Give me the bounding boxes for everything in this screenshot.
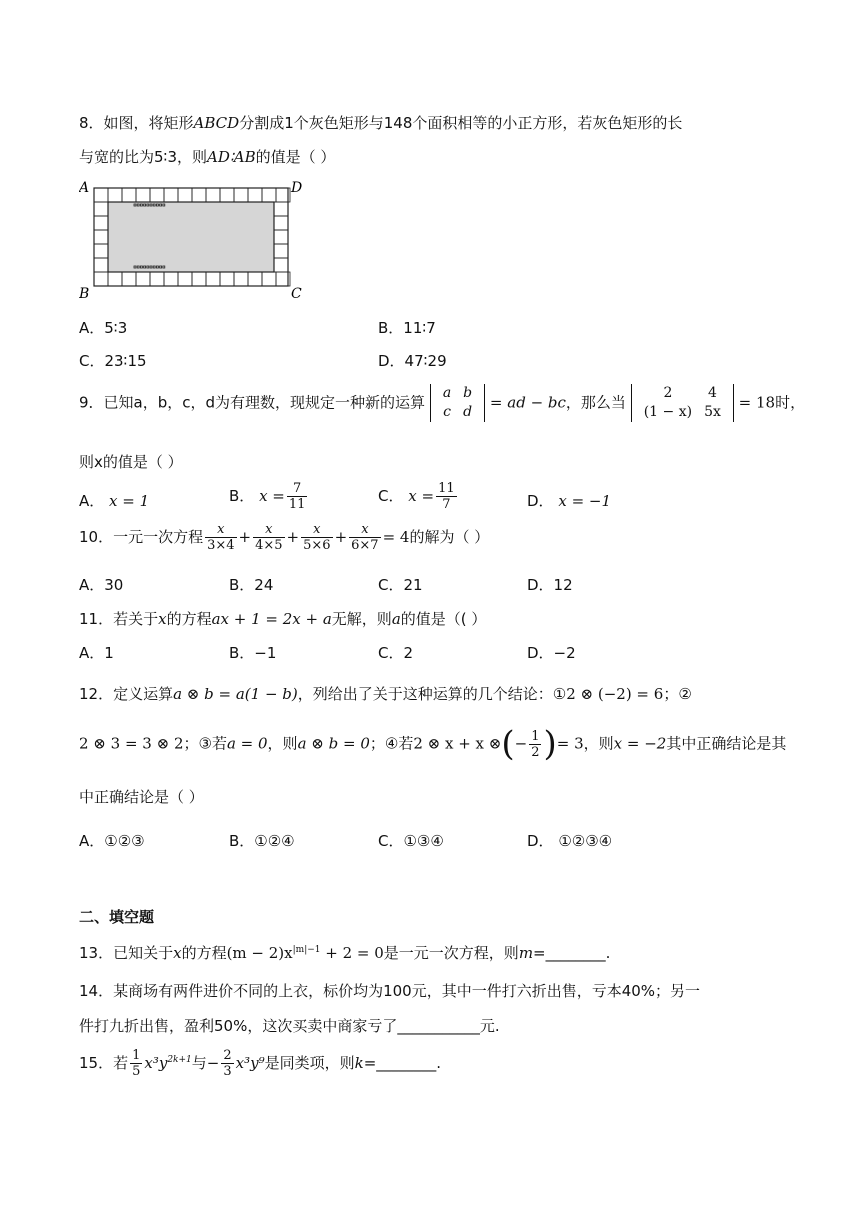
label-c: C <box>291 286 302 302</box>
q12-line1: 12．定义运算a ⊗ b = a(1 − b)，列给出了关于这种运算的几个结论：①2 ⊗ (−2) = 6；② <box>79 685 692 703</box>
q9-text: 9．已知a，b，c，d为有理数，现规定一种新的运算 <box>79 393 426 412</box>
q11-option-d[interactable]: D．−2 <box>527 644 576 662</box>
q8-rect-name: ABCD <box>193 114 240 132</box>
q8-text: 与宽的比为5∶3，则 <box>79 148 207 166</box>
gray-rect <box>108 202 274 272</box>
q11-line1: 11．若关于x的方程ax + 1 = 2x + a无解，则a的值是（( ） <box>79 610 487 628</box>
q8-line2 <box>79 146 335 167</box>
q10-option-c[interactable]: C．21 <box>378 576 423 594</box>
q10-text: 10．一元一次方程 <box>79 528 204 546</box>
q10-option-a[interactable]: A．30 <box>79 576 124 594</box>
q9-line2: 则x的值是（ ） <box>79 453 183 471</box>
q9-option-c[interactable]: C． x = $\frac{11}{7}$ <box>378 481 455 512</box>
label-d: D <box>291 180 303 196</box>
q9-def-rhs: = ad − bc <box>489 393 566 412</box>
label-b: B <box>79 286 90 302</box>
section-heading: 二、填空题 <box>79 908 155 926</box>
q12-conclusion-1: 2 ⊗ (−2) = 6 <box>566 685 664 703</box>
q9-text: ，那么当 <box>565 393 626 412</box>
q8-figure <box>79 178 309 302</box>
q9-determinant-def: a b c d <box>430 384 485 422</box>
q8-option-c[interactable]: C．23∶15 <box>79 352 147 370</box>
q10-option-b[interactable]: B．24 <box>229 576 274 594</box>
q10-frac-3: $\frac{x}{5\times 6}$ <box>303 522 331 553</box>
q14-line1: 14．某商场有两件进价不同的上衣，标价均为100元，其中一件打六折出售，亏本40%；另一 <box>79 982 701 1000</box>
q15-line1: 15．若 $\frac{1}{5}$ $x^3y^{2k+1}$与− $\frac{2}{3}$ x³y⁹是同类项，则k=________. <box>79 1048 442 1079</box>
q8-text: 分割成1个灰色矩形与148个面积相等的小正方形，若灰色矩形的长 <box>239 114 683 132</box>
q10-frac-2: $\frac{x}{4\times 5}$ <box>255 522 283 553</box>
q12-conclusion-4: 2 ⊗ x + x ⊗ <box>413 734 502 753</box>
q9-text: 时， <box>775 393 806 412</box>
q12-option-b[interactable]: B．①②④ <box>229 832 295 850</box>
q8-option-b[interactable]: B．11∶7 <box>378 319 436 337</box>
q9-option-d[interactable]: D． x = −1 <box>527 492 612 510</box>
q9-determinant-value: 2 4 (1 − x) 5x <box>631 384 734 422</box>
q12-definition: a ⊗ b = a(1 − b) <box>173 685 298 703</box>
q11-option-c[interactable]: C．2 <box>378 644 414 662</box>
q8-text: 8．如图，将矩形 <box>79 114 194 132</box>
q8-line1 <box>79 112 682 133</box>
q13-equation: (m − 2)x <box>226 944 293 962</box>
q10-line1: 10．一元一次方程 $\frac{x}{3\times 4}$ + $\frac{x}{4\times 5}$ + $\frac{x}{5\times 6}$ + $\frac{x}{6\times 7}$ = 4的解为（ ） <box>79 522 490 553</box>
q10-option-d[interactable]: D．12 <box>527 576 573 594</box>
label-a: A <box>79 180 90 196</box>
q12-line2: 2 ⊗ 3 = 3 ⊗ 2；③若a = 0，则a ⊗ b = 0；④若2 ⊗ x + x ⊗(− $\frac{1}{2}$ )= 3，则x = −2其中正确结论是其 <box>79 724 787 764</box>
q11-equation: ax + 1 = 2x + a <box>211 610 332 628</box>
q12-conclusion-2: 2 ⊗ 3 = 3 ⊗ 2 <box>79 734 184 753</box>
q8-ratio: AD∶AB <box>207 148 256 166</box>
q8-option-a[interactable]: A．5∶3 <box>79 319 128 337</box>
q9-line1 <box>79 384 805 422</box>
q12-option-c[interactable]: C．①③④ <box>378 832 444 850</box>
q11-option-b[interactable]: B．−1 <box>229 644 277 662</box>
q8-text: 的值是（ ） <box>255 148 336 166</box>
q14-line2: 件打九折出售，盈利50%，这次买卖中商家亏了___________元. <box>79 1017 500 1035</box>
q12-line3: 中正确结论是（ ） <box>79 788 204 806</box>
q10-text: 的解为（ ） <box>409 528 490 546</box>
q10-frac-1: $\frac{x}{3\times 4}$ <box>207 522 235 553</box>
q12-option-a[interactable]: A．①②③ <box>79 832 145 850</box>
q10-frac-4: $\frac{x}{6\times 7}$ <box>351 522 379 553</box>
q9-option-a[interactable]: A． x = 1 <box>79 492 150 510</box>
q13-line1: 13．已知关于x的方程$(m - 2)x^{|m|-1} + 2 = 0$是一元一次方程，则m=________. <box>79 944 611 962</box>
q11-option-a[interactable]: A．1 <box>79 644 114 662</box>
q9-rhs: = 18 <box>738 393 776 412</box>
q9-option-b[interactable]: B． x = $\frac{7}{11}$ <box>229 481 306 512</box>
q8-option-d[interactable]: D．47∶29 <box>378 352 447 370</box>
q12-option-d[interactable]: D． ①②③④ <box>527 832 613 850</box>
